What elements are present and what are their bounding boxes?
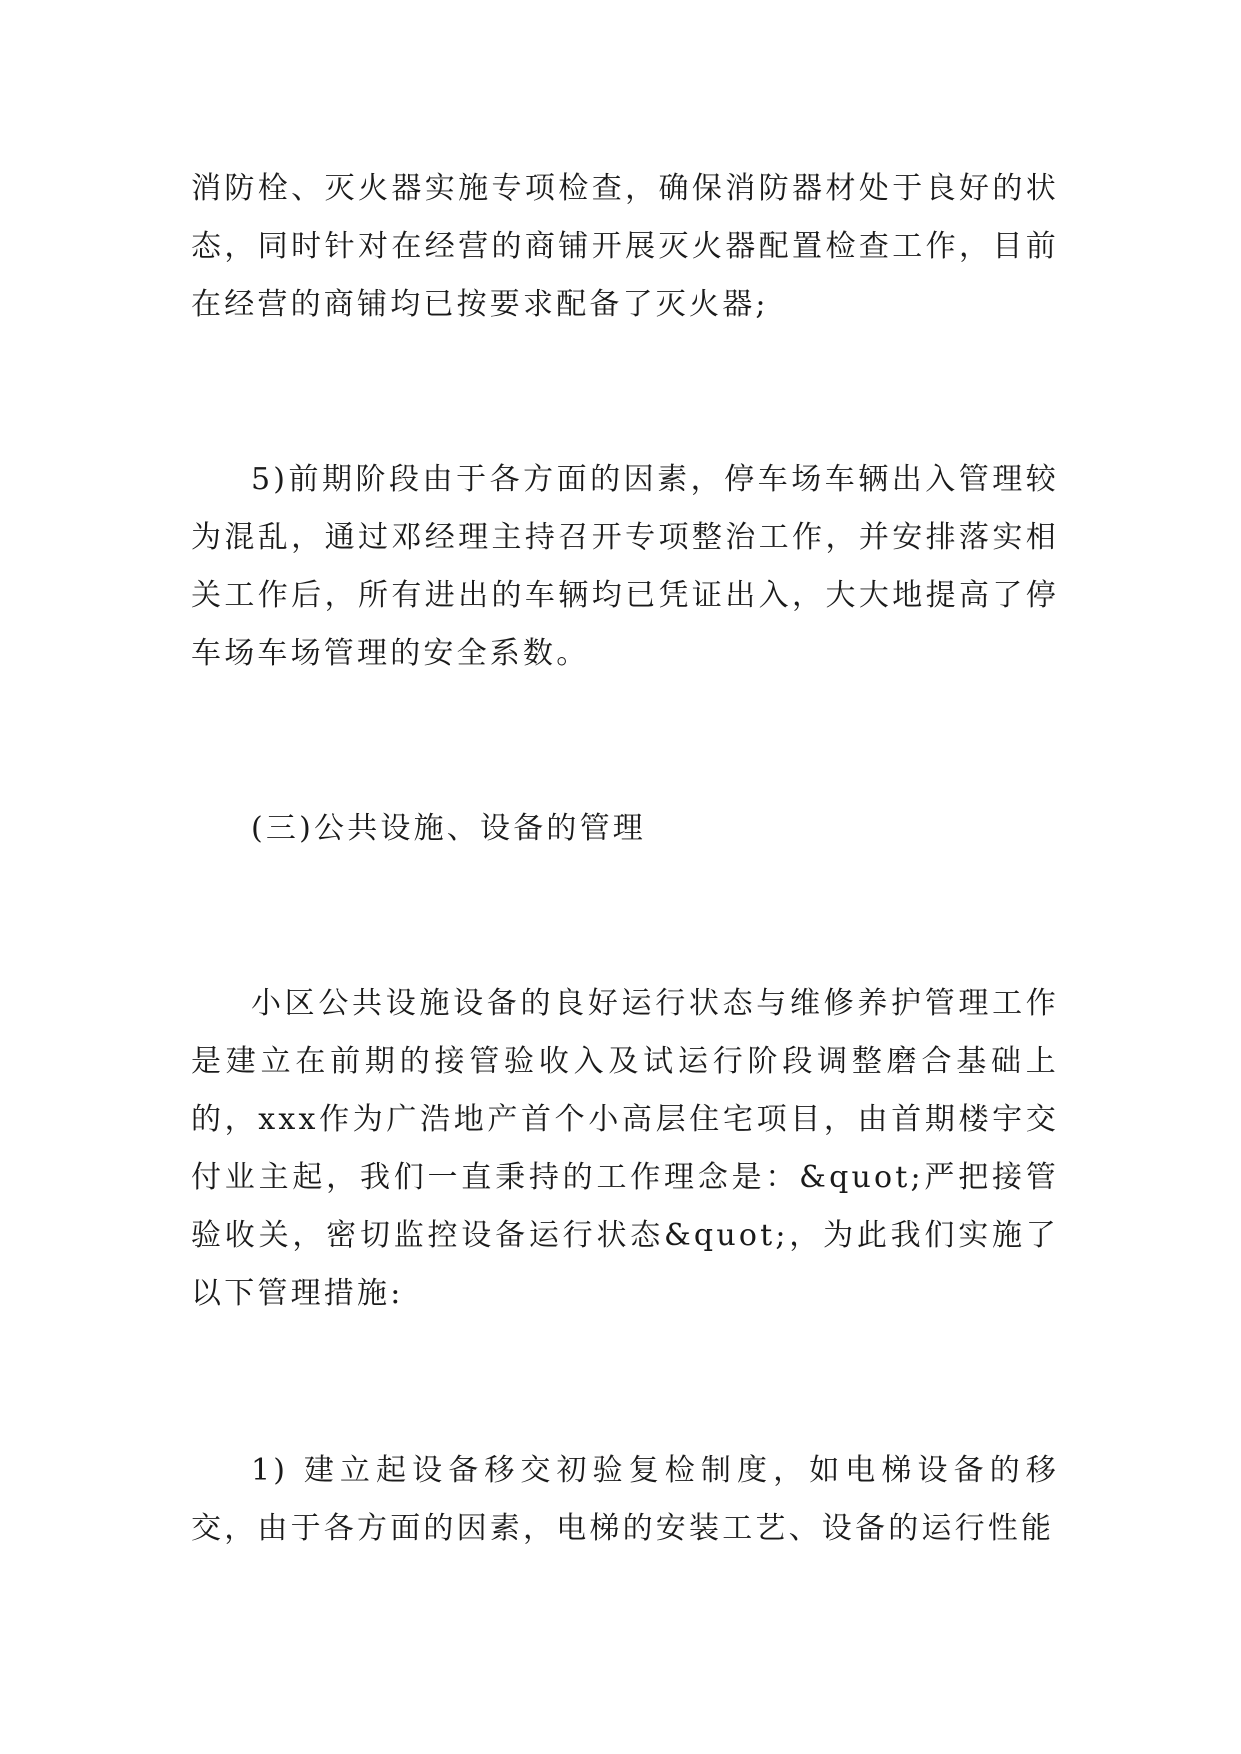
paragraph-equipment-handover: 1) 建立起设备移交初验复检制度，如电梯设备的移交，由于各方面的因素，电梯的安装工艺、设备的运行性能 bbox=[191, 1453, 1059, 1546]
section-heading-public-facilities: (三)公共设施、设备的管理 bbox=[251, 811, 647, 846]
paragraph-facilities-maintenance: 小区公共设施设备的良好运行状态与维修养护管理工作是建立在前期的接管验收入及试运行阶段调整磨合基础上的，xxx作为广浩地产首个小高层住宅项目，由首期楼宇交付业主起，我们一直秉持的工作理念是：&quot;严把接管验收关，密切监控设备运行状态&quot;，为此我们实施了以下管理措施: bbox=[191, 986, 1059, 1311]
paragraph-fire-equipment-check: 消防栓、灭火器实施专项检查，确保消防器材处于良好的状态，同时针对在经营的商铺开展灭火器配置检查工作，目前在经营的商铺均已按要求配备了灭火器; bbox=[191, 171, 1059, 322]
paragraph-parking-management: 5)前期阶段由于各方面的因素，停车场车辆出入管理较为混乱，通过邓经理主持召开专项整治工作，并安排落实相关工作后，所有进出的车辆均已凭证出入，大大地提高了停车场车场管理的安全系数。 bbox=[191, 462, 1059, 671]
